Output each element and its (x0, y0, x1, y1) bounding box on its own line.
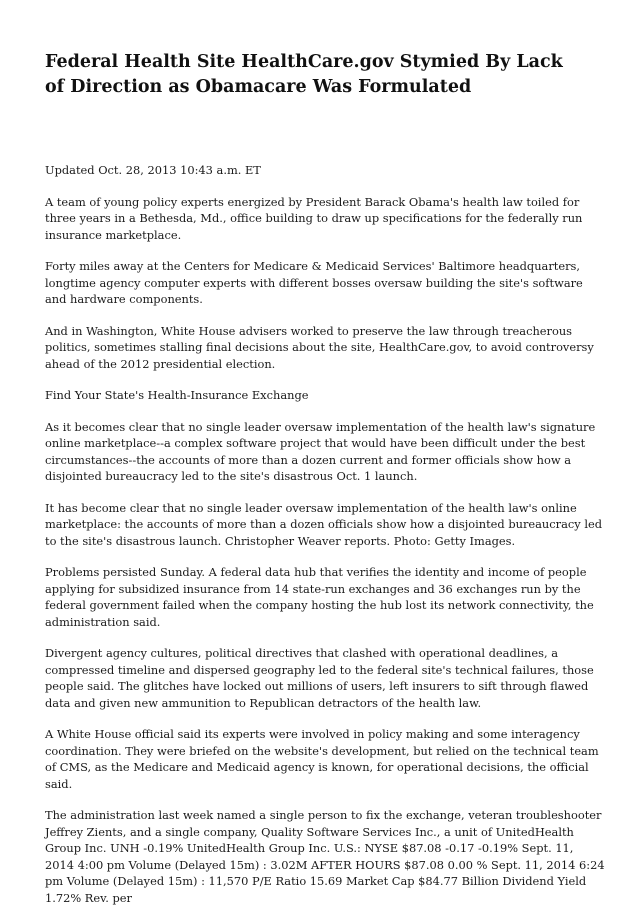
article-subheading: Find Your State's Health-Insurance Exchange (45, 388, 309, 402)
article-updated-date: Updated Oct. 28, 2013 10:43 a.m. ET (45, 163, 261, 177)
article-paragraph: Divergent agency cultures, political directives that clashed with operational deadlines, a compressed timeline and dispersed geography led to the federal site's technical failures, those people said. The glitches have locked out millions of users, left insurers to sift through flawed data and given new ammunition to Republican detractors of the health law. (45, 646, 594, 710)
article-paragraph: And in Washington, White House advisers worked to preserve the law through treacherous politics, sometimes stalling final decisions about the site, HealthCare.gov, to avoid controversy ahead of the 2012 presidential election. (45, 323, 594, 371)
article-paragraph: A White House official said its experts were involved in policy making and some interagency coordination. They were briefed on the website's development, but relied on the technical team of CMS, as the Medicare and Medicaid agency is known, for operational decisions, the official said. (45, 727, 599, 791)
article-paragraph: Problems persisted Sunday. A federal data hub that verifies the identity and income of people applying for subsidized insurance from 14 state-run exchanges and 36 exchanges run by the federal government failed when the company hosting the hub lost its network connectivity, the administration said. (45, 565, 594, 629)
article-paragraph: The administration last week named a single person to fix the exchange, veteran troubleshooter Jeffrey Zients, and a single company, Quality Software Services Inc., a unit of UnitedHealth Group Inc. UNH -0.19% UnitedHealth Group Inc. U.S.: NYSE $87.08 -0.17 -0.19% Sept. 11, 2014 4:00 pm Volume (Delayed 15m) : 3.02M AFTER HOURS $87.08 0.00 % Sept. 11, 2014 6:24 pm Volume (Delayed 15m) : 11,570 P/E Ratio 15.69 Market Cap $84.77 Billion Dividend Yield 1.72% Rev. per (45, 808, 605, 905)
article-paragraph: Forty miles away at the Centers for Medicare & Medicaid Services' Baltimore headquarters, longtime agency computer experts with different bosses oversaw building the site's software and hardware components. (45, 259, 583, 306)
article-paragraph: A team of young policy experts energized by President Barack Obama's health law toiled for three years in a Bethesda, Md., office building to draw up specifications for the federally run insurance marketplace. (45, 194, 583, 242)
article-title: Federal Health Site HealthCare.gov Stymied By Lack of Direction as Obamacare Was Formulated (45, 52, 563, 97)
video-caption: It has become clear that no single leader oversaw implementation of the health law's online marketplace: the accounts of more than a dozen officials show how a disjointed bureaucracy led to the site's disastrous launch. Christopher Weaver reports. Photo: Getty Images. (45, 500, 602, 548)
article-paragraph: As it becomes clear that no single leader oversaw implementation of the health law's signature online marketplace--a complex software project that would have been difficult under the best circumstances--the accounts of more than a dozen current and former officials show how a disjointed bureaucracy led to the site's disastrous Oct. 1 launch. (45, 419, 596, 483)
